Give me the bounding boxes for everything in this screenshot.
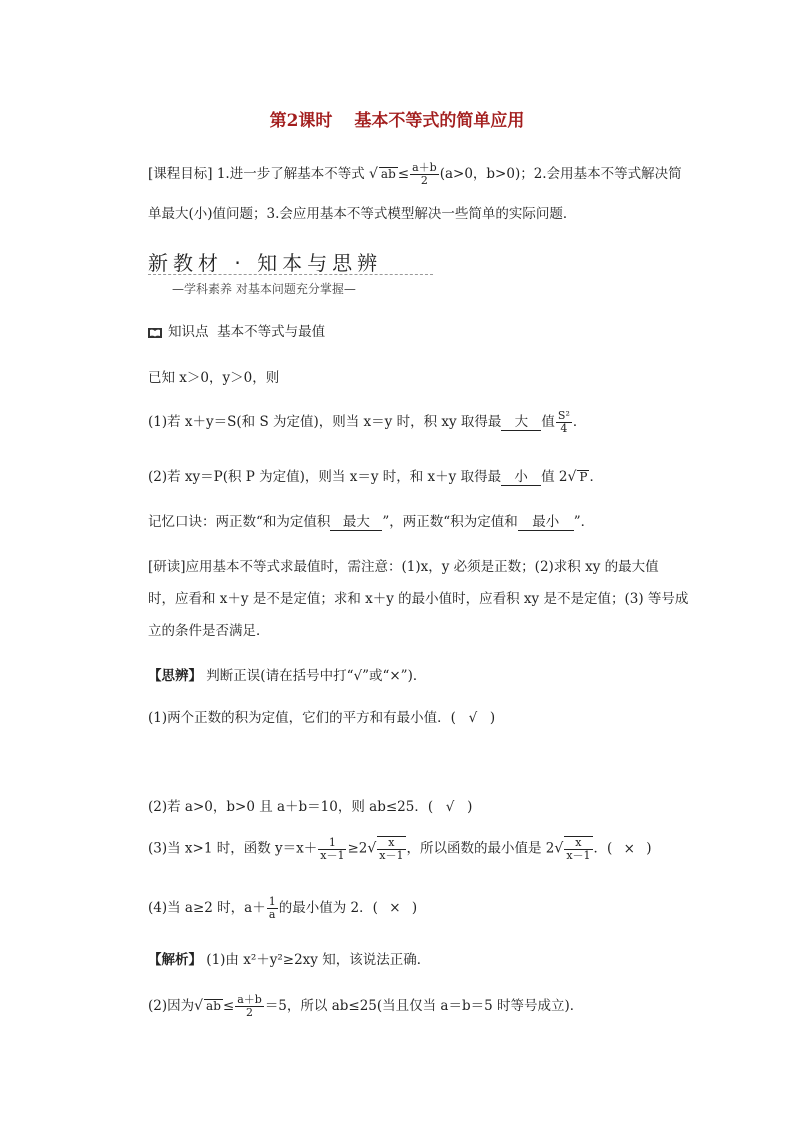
question-1: (1)两个正数的积为定值，它们的平方和有最小值．( √ ) (148, 710, 496, 726)
q4-fraction: $\frac{1}{a}$ (268, 895, 276, 921)
item1-answer-blank: 大 (501, 410, 541, 431)
q3-fraction: $\frac{1}{x-1}$ (320, 835, 345, 862)
q1-answer-mark: √ (468, 710, 478, 726)
item1-fraction: $\frac{\text{S²}}{4}$ (557, 409, 570, 435)
study-note-line3: 立的条件是否满足． (148, 623, 270, 639)
banner-divider (148, 274, 433, 275)
le-sign: ≤ (397, 166, 410, 182)
study-note-line2: 时，应看和 x＋y 是不是定值；求和 x＋y 的最小值时，应看积 xy 是不是定值；(3) 等号成 (148, 591, 689, 607)
section-banner-title: 新教材 · 知本与思辨 (148, 251, 383, 275)
goal-prefix: [课程目标] 1.进一步了解基本不等式 (148, 166, 369, 182)
analysis-1: 【解析】 (1)由 x²＋y²≥2xy 知，该说法正确． (148, 952, 431, 968)
q3-answer-mark: × (623, 840, 635, 857)
goal-fraction: $\frac{a+b}{2}$ (412, 161, 437, 187)
question-2: (2)若 a>0，b>0 且 a＋b＝10，则 ab≤25．( √ ) (148, 799, 473, 815)
item2-answer-blank: 小 (501, 465, 541, 486)
sqrt-symbol: √ (367, 840, 377, 857)
section-banner-subtitle: —学科素养 对基本问题充分掌握— (172, 282, 356, 296)
analysis-2: (2)因为√ ab ≤ $\frac{a+b}{2}$ ＝5，所以 ab≤25(当且仅当 a＝b＝5 时等号成立)． (148, 993, 584, 1019)
memory-blank-2: 最小 (518, 510, 574, 531)
memory-blank-1: 最大 (330, 510, 382, 531)
sqrt-symbol: √ (567, 469, 577, 485)
a2-fraction: $\frac{a+b}{2}$ (237, 993, 262, 1019)
question-3: (3)当 x>1 时，函数 y＝x＋ $\frac{1}{x-1}$ ≥2√ $\frac{x}{x-1}$ ，所以函数的最小值是 2√ $\frac{x}{x-1}$ ．( × ) (148, 835, 652, 862)
item-1: (1)若 x＋y＝S(和 S 为定值)，则当 x＝y 时，积 xy 取得最 大 值 $\frac{\text{S²}}{4}$ ． (148, 409, 587, 435)
knowledge-label: 知识点 (168, 324, 209, 340)
item-2: (2)若 xy＝P(积 P 为定值)，则当 x＝y 时，和 x＋y 取得最 小 值 2√ P ． (148, 465, 603, 486)
knowledge-title: 基本不等式与最值 (217, 324, 326, 340)
sqrt-ab: ab (380, 167, 396, 181)
study-note-line1: [研读]应用基本不等式求最值时，需注意：(1)x，y 必须是正数；(2)求积 xy 的最大值 (148, 559, 659, 575)
knowledge-point-heading (148, 320, 325, 340)
sqrt-symbol: √ (554, 840, 564, 857)
judge-label: 【思辨】 (148, 668, 202, 684)
course-goal-line1 (148, 162, 682, 187)
given-condition: 已知 x＞0，y＞0，则 (148, 370, 280, 386)
analysis-label: 【解析】 (148, 952, 202, 968)
course-goal-line2: 单最大(小)值问题；3.会应用基本不等式模型解决一些简单的实际问题． (148, 206, 577, 222)
sqrt-symbol: √ (194, 998, 204, 1014)
judge-instruction: 【思辨】 判断正误(请在括号中打“√”或“×”)． (148, 668, 427, 684)
lesson-topic: 基本不等式的简单应用 (354, 111, 525, 131)
sqrt-symbol: √ (369, 166, 378, 182)
question-4: (4)当 a≥2 时，a＋ $\frac{1}{a}$ 的最小值为 2．( × ) (148, 895, 418, 921)
goal-condition: (a>0，b>0)；2.会用基本不等式解决简 (439, 166, 682, 182)
q3-root-fraction-1: $\frac{x}{x-1}$ (379, 836, 404, 862)
lesson-number: 第2课时 (269, 111, 333, 131)
book-icon (148, 328, 162, 338)
q3-root-fraction-2: $\frac{x}{x-1}$ (566, 836, 591, 862)
lesson-title (0, 106, 794, 131)
q4-answer-mark: × (389, 900, 401, 916)
q2-answer-mark: √ (445, 799, 455, 815)
memory-rhyme: 记忆口诀：两正数“和为定值积 最大 ”，两正数“积为定值和 最小 ”． (148, 510, 594, 531)
